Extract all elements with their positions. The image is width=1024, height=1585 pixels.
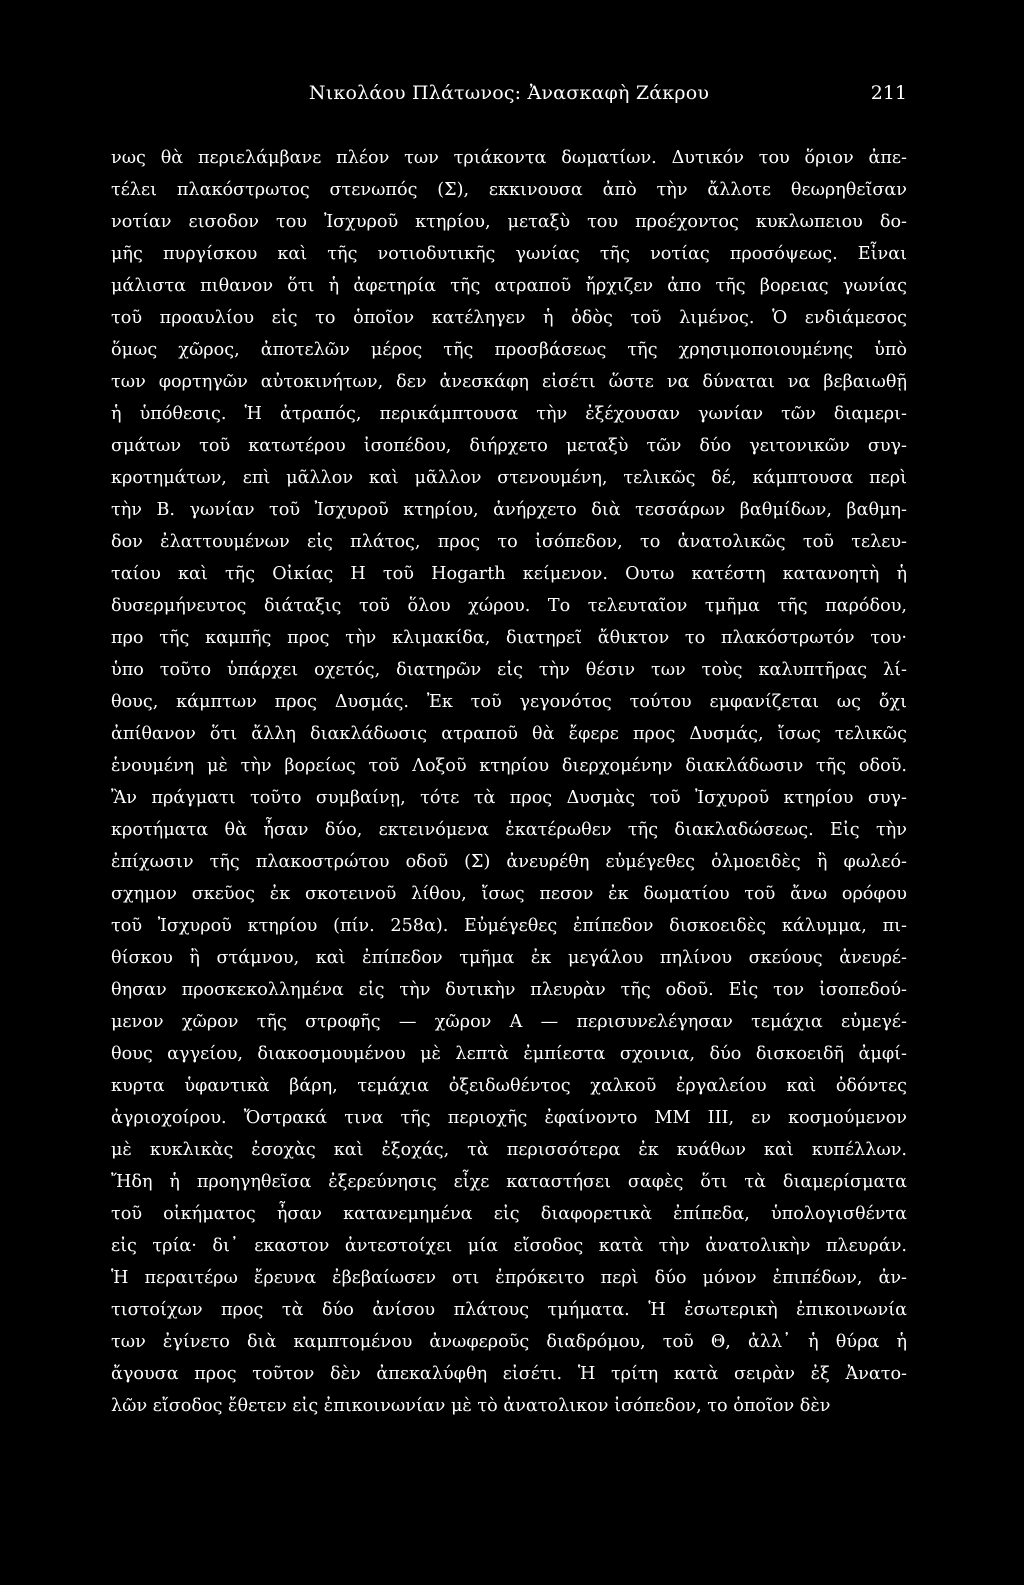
- text-line: Ἡ περαιτέρω ἔρευνα ἐβεβαίωσεν οτι ἐπρόκειτο περὶ δύο μόνον ἐπιπέδων, ἀν-: [111, 1268, 907, 1288]
- page-header: [111, 76, 907, 110]
- text-line: νοτίαν εισοδον του Ἰσχυροῦ κτηρίου, μεταξὺ του προέχοντος κυκλωπειου δο-: [111, 212, 907, 232]
- body-text: [111, 142, 907, 1422]
- text-line: Ἤδη ἡ προηγηθεῖσα ἐξερεύνησις εἶχε καταστήσει σαφὲς ὅτι τὰ διαμερίσματα: [111, 1172, 907, 1192]
- text-line: κροτήματα θὰ ἦσαν δύο, εκτεινόμενα ἑκατέρωθεν τῆς διακλαδώσεως. Εἰς τὴν: [111, 820, 907, 840]
- text-line: μῆς πυργίσκου καὶ τῆς νοτιοδυτικῆς γωνίας τῆς νοτίας προσόψεως. Εἶναι: [111, 244, 907, 264]
- text-line: Ἂν πράγματι τοῦτο συμβαίνῃ, τότε τὰ προς Δυσμὰς τοῦ Ἰσχυροῦ κτηρίου συγ-: [111, 788, 907, 808]
- text-line: ἀπίθανον ὅτι ἄλλη διακλάδωσις ατραποῦ θὰ ἔφερε προς Δυσμάς, ἴσως τελικῶς: [111, 724, 907, 744]
- page-number: 211: [870, 82, 907, 104]
- text-line: τέλει πλακόστρωτος στενωπός (Σ), εκκινουσα ἀπὸ τὴν ἄλλοτε θεωρηθεῖσαν: [111, 180, 907, 200]
- running-head: Νικολάου Πλάτωνος: Ἀνασκαφὴ Ζάκρου: [308, 82, 710, 104]
- text-line: κυρτα ὑφαντικὰ βάρη, τεμάχια ὀξειδωθέντος χαλκοῦ ἐργαλείου καὶ ὀδόντες: [111, 1076, 907, 1096]
- text-line: ἡ ὑπόθεσις. Ἡ ἀτραπός, περικάμπτουσα τὴν ἐξέχουσαν γωνίαν τῶν διαμερι-: [111, 404, 907, 424]
- text-line: σμάτων τοῦ κατωτέρου ἰσοπέδου, διήρχετο μεταξὺ τῶν δύο γειτονικῶν συγ-: [111, 436, 907, 456]
- text-line: δον ἐλαττουμένων εἰς πλάτος, προς το ἰσόπεδον, το ἀνατολικῶς τοῦ τελευ-: [111, 532, 907, 552]
- text-line: θους, κάμπτων προς Δυσμάς. Ἐκ τοῦ γεγονότος τούτου εμφανίζεται ως ὄχι: [111, 692, 907, 712]
- text-line: των φορτηγῶν αὐτοκινήτων, δεν ἀνεσκάφη εἰσέτι ὥστε να δύναται να βεβαιωθῇ: [111, 372, 907, 392]
- text-line: ἐπίχωσιν τῆς πλακοστρώτου οδοῦ (Σ) ἀνευρέθη εὐμέγεθες ὁλμοειδὲς ἢ φωλεό-: [111, 852, 907, 872]
- text-line: θησαν προσκεκολλημένα εἰς τὴν δυτικὴν πλευρὰν τῆς οδοῦ. Εἰς τον ἰσοπεδού-: [111, 980, 907, 1000]
- text-line: των ἐγίνετο διὰ καμπτομένου ἀνωφεροῦς διαδρόμου, τοῦ Θ, ἀλλ᾽ ἡ θύρα ἡ: [111, 1332, 907, 1352]
- text-line: λῶν εἴσοδος ἔθετεν εἰς ἐπικοινωνίαν μὲ τὸ ἀνατολικον ἰσόπεδον, το ὁποῖον δὲν: [111, 1396, 831, 1416]
- text-line: μὲ κυκλικὰς ἐσοχὰς καὶ ἐξοχάς, τὰ περισσότερα ἐκ κυάθων καὶ κυπέλλων.: [111, 1140, 907, 1160]
- text-line: κροτημάτων, επὶ μᾶλλον καὶ μᾶλλον στενουμένη, τελικῶς δέ, κάμπτουσα περὶ: [111, 468, 907, 488]
- text-line: ἑνουμένη μὲ τὴν βορείως τοῦ Λοξοῦ κτηρίου διερχομένην διακλάδωσιν τῆς οδοῦ.: [111, 756, 907, 776]
- text-line: ὑπο τοῦτο ὑπάρχει οχετός, διατηρῶν εἰς τὴν θέσιν των τοὺς καλυπτῆρας λί-: [111, 660, 907, 680]
- text-line: μενον χῶρον τῆς στροφῆς — χῶρον Α — περισυνελέγησαν τεμάχια εὐμεγέ-: [111, 1012, 907, 1032]
- text-line: τοῦ Ἰσχυροῦ κτηρίου (πίν. 258α). Εὐμέγεθες ἐπίπεδον δισκοειδὲς κάλυμμα, πι-: [111, 916, 907, 936]
- text-line: τιστοίχων προς τὰ δύο ἀνίσου πλάτους τμήματα. Ἡ ἐσωτερικὴ ἐπικοινωνία: [111, 1300, 907, 1320]
- text-line: ἄγουσα προς τοῦτον δὲν ἀπεκαλύφθη εἰσέτι. Ἡ τρίτη κατὰ σειρὰν ἐξ Ἀνατο-: [111, 1364, 907, 1384]
- text-line: δυσερμήνευτος διάταξις τοῦ ὅλου χώρου. Το τελευταῖον τμῆμα τῆς παρόδου,: [111, 596, 907, 616]
- text-line: νως θὰ περιελάμβανε πλέον των τριάκοντα δωματίων. Δυτικόν του ὅριον ἀπε-: [111, 148, 907, 168]
- text-line: ὅμως χῶρος, ἀποτελῶν μέρος τῆς προσβάσεως τῆς χρησιμοποιουμένης ὑπὸ: [111, 340, 907, 360]
- text-line: τὴν Β. γωνίαν τοῦ Ἰσχυροῦ κτηρίου, ἀνήρχετο διὰ τεσσάρων βαθμίδων, βαθμη-: [111, 500, 907, 520]
- text-line: εἰς τρία· δι᾽ εκαστον ἀντεστοίχει μία εἴσοδος κατὰ τὴν ἀνατολικὴν πλευράν.: [111, 1236, 907, 1256]
- text-line: θους αγγείου, διακοσμουμένου μὲ λεπτὰ ἐμπίεστα σχοινια, δύο δισκοειδῆ ἀμφί-: [111, 1044, 907, 1064]
- text-line: τοῦ οἰκήματος ἦσαν κατανεμημένα εἰς διαφορετικὰ ἐπίπεδα, ὑπολογισθέντα: [111, 1204, 907, 1224]
- text-line: προ τῆς καμπῆς προς τὴν κλιμακίδα, διατηρεῖ ἄθικτον το πλακόστρωτόν του·: [111, 628, 907, 648]
- text-line: ταίου καὶ τῆς Οἰκίας Η τοῦ Hogarth κείμενον. Ουτω κατέστη κατανοητὴ ἡ: [111, 564, 907, 584]
- text-line: τοῦ προαυλίου εἰς το ὁποῖον κατέληγεν ἡ ὁδὸς τοῦ λιμένος. Ὁ ενδιάμεσος: [111, 308, 907, 328]
- text-line: θίσκου ἢ στάμνου, καὶ ἐπίπεδον τμῆμα ἐκ μεγάλου πηλίνου σκεύους ἀνευρέ-: [111, 948, 907, 968]
- text-line: μάλιστα πιθανον ὅτι ἡ ἀφετηρία τῆς ατραποῦ ἤρχιζεν ἀπο τῆς βορειας γωνίας: [111, 276, 907, 296]
- text-line: ἀγριοχοίρου. Ὄστρακά τινα τῆς περιοχῆς ἐφαίνοντο ΜΜ ΙΙΙ, εν κοσμούμενον: [111, 1108, 907, 1128]
- text-line: σχημον σκεῦος ἐκ σκοτεινοῦ λίθου, ἴσως πεσον ἐκ δωματίου τοῦ ἄνω ορόφου: [111, 884, 907, 904]
